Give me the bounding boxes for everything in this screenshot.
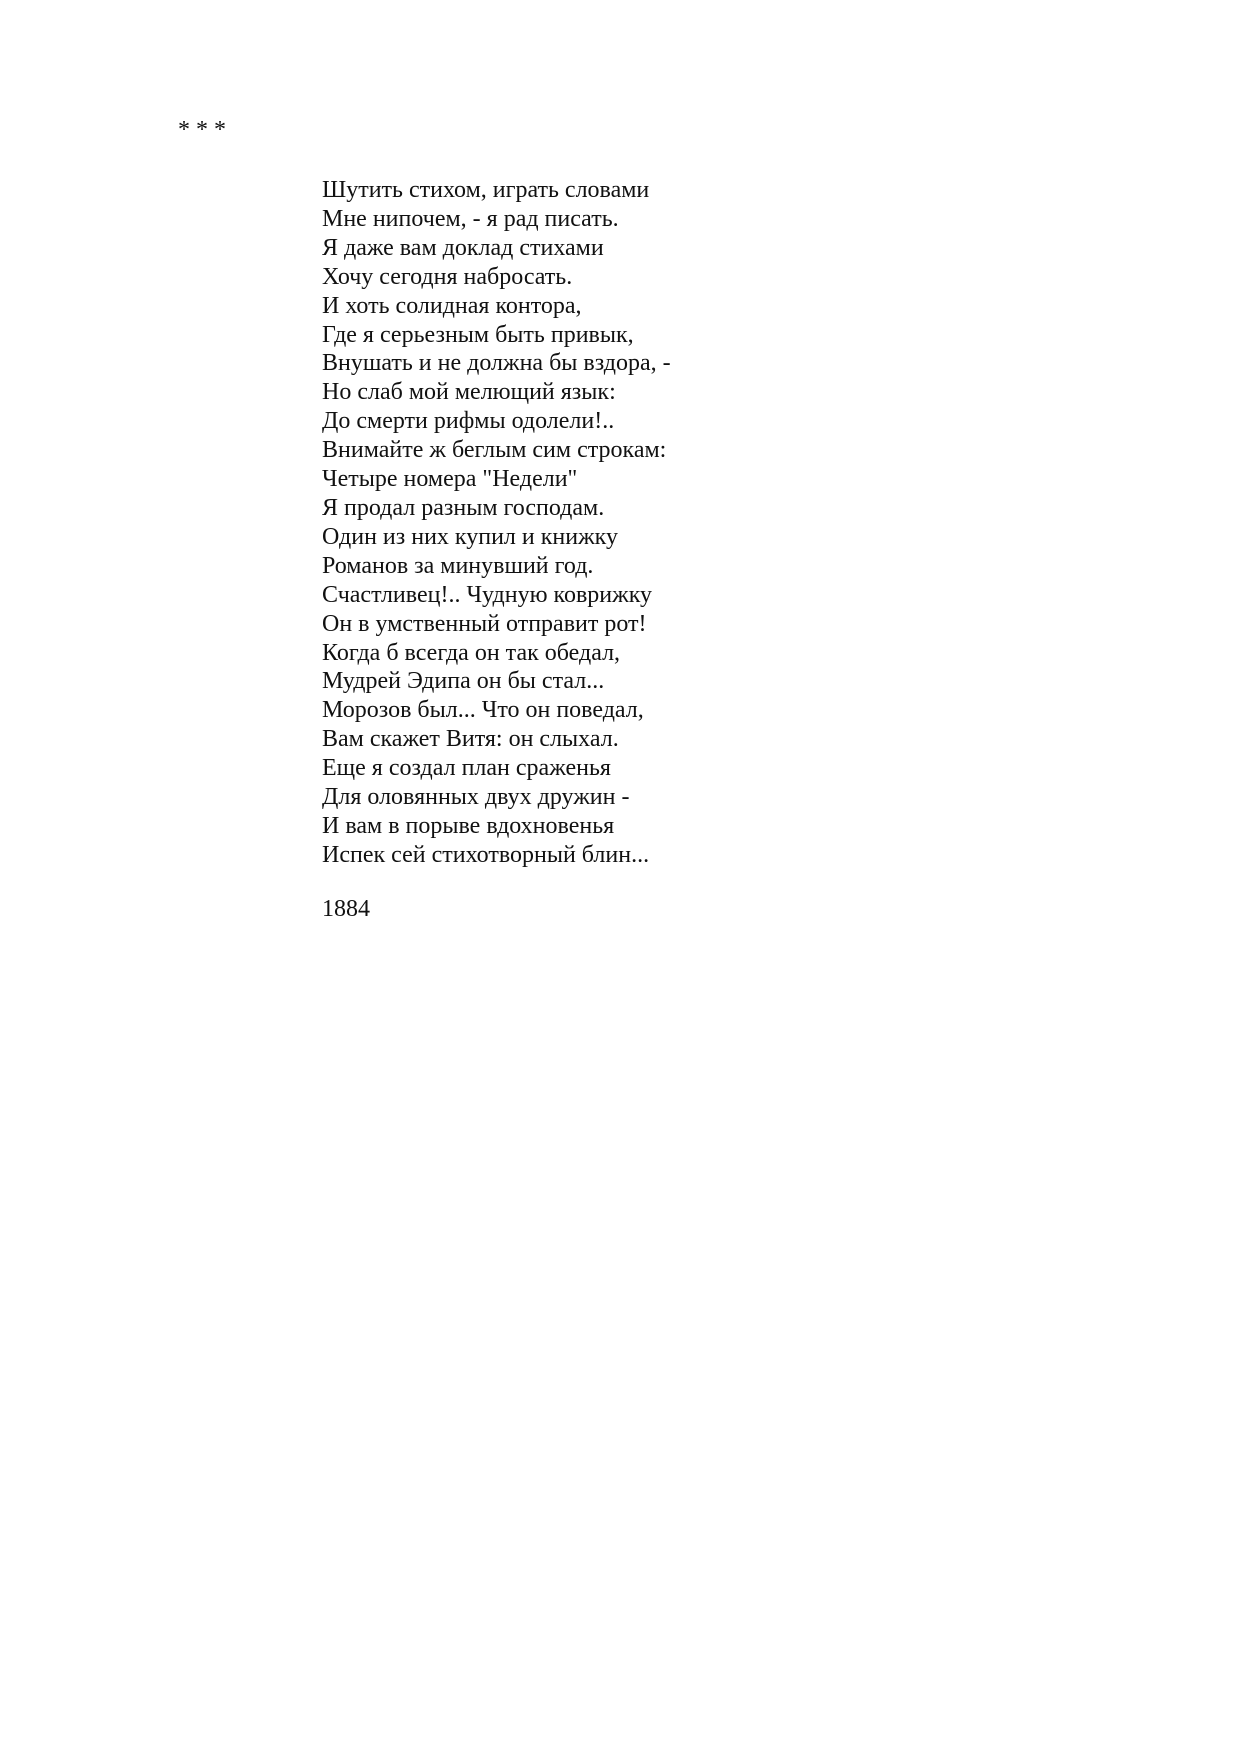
poem-line: Но слаб мой мелющий язык: (322, 379, 616, 406)
poem-line: Для оловянных двух дружин - (322, 784, 630, 811)
poem-line: Четыре номера "Недели" (322, 466, 578, 493)
poem-line: Я продал разным господам. (322, 494, 605, 521)
poem-line: Вам скажет Витя: он слыхал. (322, 726, 619, 753)
poem-line: Внушать и не должна бы вздора, - (322, 350, 671, 377)
poem-line: Еще я создал план сраженья (322, 755, 611, 782)
section-mark: * * * (178, 117, 226, 143)
poem-line: Я даже вам доклад стихами (322, 234, 604, 261)
poem-date: 1884 (322, 896, 370, 922)
poem-line: Морозов был... Что он поведал, (322, 697, 644, 724)
poem-line: И вам в порыве вдохновенья (322, 812, 615, 839)
poem-line: Один из них купил и книжку (322, 523, 619, 550)
poem-line: До смерти рифмы одолели!.. (322, 408, 615, 435)
poem-line: Где я серьезным быть привык, (322, 321, 634, 348)
poem-line: Хочу сегодня набросать. (322, 263, 573, 290)
poem-line: Шутить стихом, играть словами (322, 177, 650, 203)
poem-line: Испек сей стихотворный блин... (322, 841, 650, 868)
poem-line: Мудрей Эдипа он бы стал... (322, 668, 605, 695)
poem-line: Мне нипочем, - я рад писать. (322, 205, 619, 232)
poem-line: Он в умственный отправит рот! (322, 610, 647, 637)
poem-line: Когда б всегда он так обедал, (322, 639, 621, 666)
poem-line: Счастливец!.. Чудную коврижку (322, 581, 653, 608)
poem-body (322, 176, 671, 870)
poem-line: Романов за минувший год. (322, 552, 594, 579)
poem-line: И хоть солидная контора, (322, 292, 582, 319)
poem-line: Внимайте ж беглым сим строкам: (322, 437, 667, 464)
